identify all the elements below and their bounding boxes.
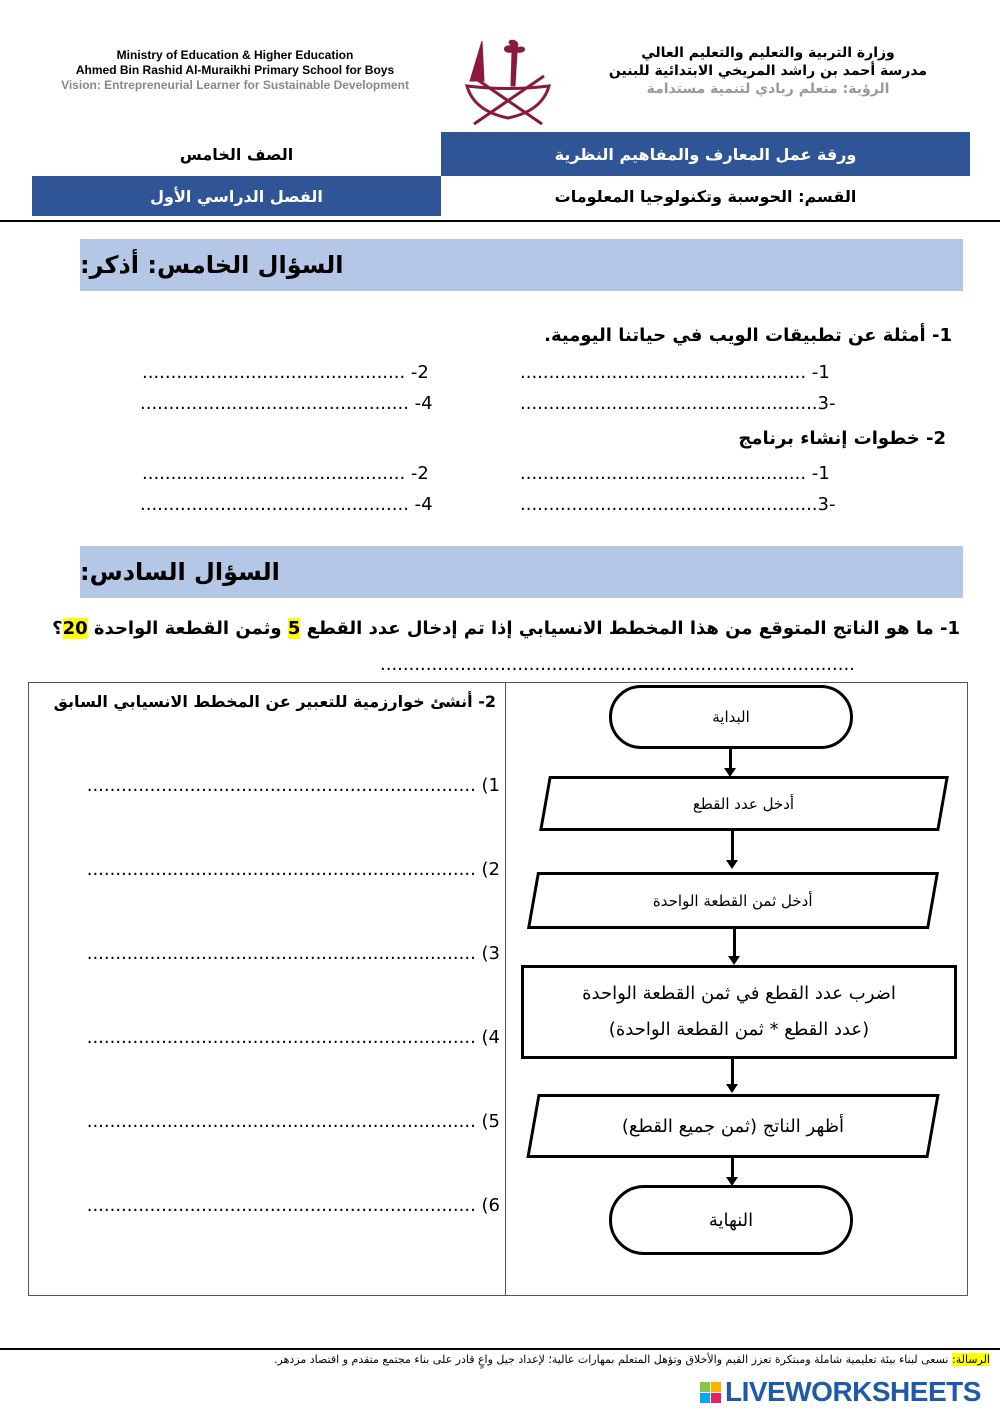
input1-label: أدخل عدد القطع (693, 794, 795, 813)
message-text: نسعى لبناء بيئة تعليمية شاملة ومبتكرة تعزز القيم والأخلاق وتؤهل المتعلم بمهارات عالية؛ لإعداد جيل واعٍ قادر على بناء مجتمع متقدم و اقتصاد مزدهر. (274, 1353, 949, 1366)
flow-arrow (731, 1059, 734, 1085)
arabic-header (598, 44, 938, 98)
algorithm-steps (55, 775, 500, 1279)
english-header (45, 48, 425, 93)
q6-text: 1- ما هو الناتج المتوقع من هذا المخطط الانسيابي إذا تم إدخال عدد القطع (306, 618, 960, 639)
vision-en: Vision: Entrepreneurial Learner for Sustainable Development (61, 78, 409, 92)
flowchart-output (526, 1094, 939, 1158)
ministry-en: Ministry of Education & Higher Education (116, 48, 354, 62)
step-line[interactable]: 6) .................................................................... (86, 1195, 500, 1216)
flowchart-input-price (527, 872, 939, 929)
blank-4: 4- ............................................... (140, 393, 433, 414)
step-line[interactable]: 4) .................................................................... (86, 1027, 500, 1048)
blank-4: 4- ............................................... (140, 494, 433, 515)
flow-arrow (729, 749, 732, 769)
start-label: البداية (712, 708, 750, 726)
q5-item-1: 1- أمثلة عن تطبيقات الويب في حياتنا اليومية. (544, 325, 952, 346)
answer-blank[interactable] (520, 393, 835, 414)
q5-item-2: 2- خطوات إنشاء برنامج (738, 428, 946, 449)
flowchart-input-count (539, 776, 949, 831)
vision-ar: الرؤية: متعلم ريادي لتنمية مستدامة (646, 81, 890, 97)
answer-blank[interactable] (142, 362, 429, 383)
message-label: الرسالة: (951, 1353, 990, 1366)
pieces-count: 5 (287, 618, 301, 639)
answer-blank[interactable] (520, 494, 835, 515)
output-label: أظهر الناتج (ثمن جميع القطع) (621, 1115, 845, 1137)
blank-1: 1- .................................................. (520, 463, 830, 484)
blank-3: -3.................................................... (520, 494, 836, 515)
flow-arrow (731, 831, 734, 861)
blank-3: -3.................................................... (520, 393, 836, 414)
answer-blank[interactable] (140, 494, 433, 515)
flow-arrow (733, 929, 736, 957)
q6-text: وثمن القطعة الواحدة (93, 618, 282, 639)
blank-2: 2- .............................................. (142, 362, 429, 383)
process-formula: (عدد القطع * ثمن القطعة الواحدة) (608, 1019, 870, 1040)
department-label: القسم: الحوسبة وتكنولوجيا المعلومات (554, 186, 857, 206)
liveworksheets-icon (700, 1382, 721, 1403)
flow-arrow (731, 1158, 734, 1178)
box-divider (505, 682, 506, 1296)
process-label: اضرب عدد القطع في ثمن القطعة الواحدة (582, 983, 896, 1004)
blank-1: 1- .................................................. (520, 362, 830, 383)
end-label: النهاية (708, 1209, 754, 1231)
header-divider (0, 220, 1000, 222)
answer-blank[interactable] (520, 463, 830, 484)
ministry-ar: وزارة التربية والتعليم والتعليم العالي (641, 45, 895, 61)
grade-label: الصف الخامس (179, 144, 294, 164)
blank-2: 2- .............................................. (142, 463, 429, 484)
flowchart-start (609, 685, 853, 749)
footer-divider (0, 1348, 1000, 1350)
question-6-title: السؤال السادس: (80, 546, 963, 598)
flowchart-end (609, 1185, 853, 1255)
step-line[interactable]: 3) .................................................................... (86, 943, 500, 964)
question-5-title: السؤال الخامس: أذكر: (80, 239, 963, 291)
answer-blank[interactable] (140, 393, 433, 414)
step-line[interactable]: 2) .................................................................... (86, 859, 500, 880)
semester-label: الفصل الدراسي الأول (32, 176, 441, 216)
school-en: Ahmed Bin Rashid Al-Muraikhi Primary School for Boys (75, 63, 395, 77)
qatar-emblem-logo (462, 36, 554, 126)
worksheet-title: ورقة عمل المعارف والمفاهيم النظرية (441, 132, 970, 176)
school-ar: مدرسة أحمد بن راشد المريخي الابتدائية للبنين (608, 63, 928, 79)
liveworksheets-logo (700, 1376, 981, 1408)
input2-label: أدخل ثمن القطعة الواحدة (653, 891, 813, 910)
q6-question-1 (52, 618, 960, 639)
brand-name: LIVEWORKSHEETS (725, 1376, 981, 1407)
footer-message (10, 1353, 990, 1367)
step-line[interactable]: 1) .................................................................... (86, 775, 500, 796)
piece-price: 20 (62, 618, 88, 639)
answer-blank[interactable] (142, 463, 429, 484)
step-line[interactable]: 5) .................................................................... (86, 1111, 500, 1132)
answer-blank[interactable] (520, 362, 830, 383)
flowchart-process (521, 965, 957, 1059)
q6-answer-blank[interactable]: ................................................................................... (380, 654, 855, 675)
q6-question-2: 2- أنشئ خوارزمية للتعبير عن المخطط الانسيابي السابق (53, 692, 496, 711)
question-mark: ؟ (52, 618, 63, 639)
